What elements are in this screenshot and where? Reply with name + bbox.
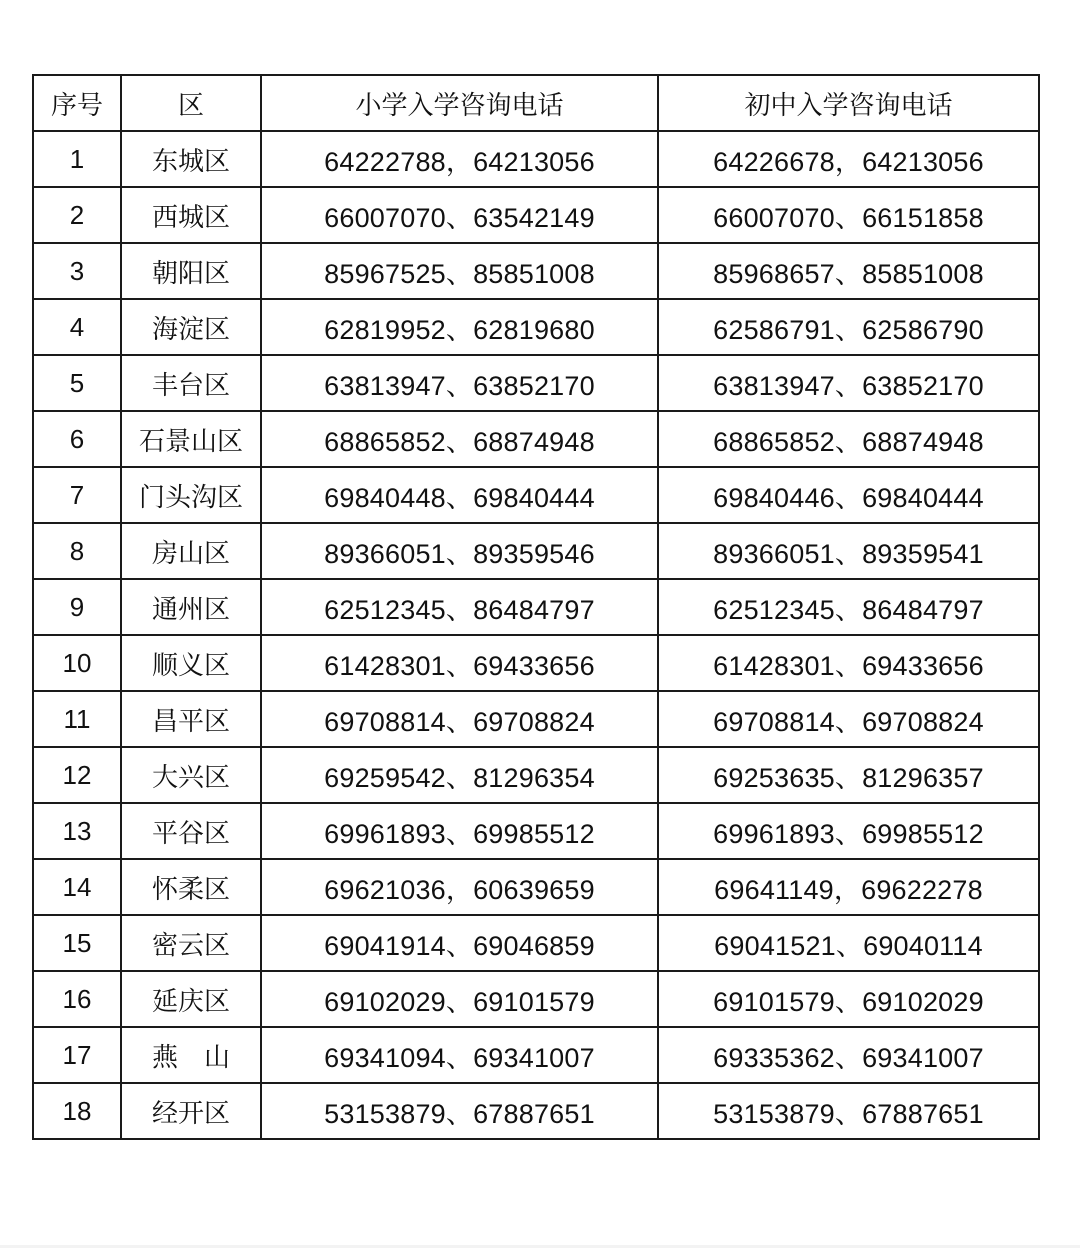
- enrollment-phone-table: [32, 74, 1040, 1140]
- row-primary-phone: 69341094、69341007: [261, 1027, 658, 1083]
- row-primary-phone: 85967525、85851008: [261, 243, 658, 299]
- table-row: [33, 411, 1039, 467]
- row-index: 5: [33, 355, 121, 411]
- row-middle-phone: 63813947、63852170: [658, 355, 1039, 411]
- row-middle-phone: 69335362、69341007: [658, 1027, 1039, 1083]
- row-district: 朝阳区: [121, 243, 261, 299]
- row-middle-phone: 68865852、68874948: [658, 411, 1039, 467]
- row-district: 燕 山: [121, 1027, 261, 1083]
- row-district: 门头沟区: [121, 467, 261, 523]
- table-row: [33, 747, 1039, 803]
- table-body: [33, 131, 1039, 1139]
- row-index: 13: [33, 803, 121, 859]
- table-header-row: [33, 75, 1039, 131]
- table-row: [33, 299, 1039, 355]
- row-district: 东城区: [121, 131, 261, 187]
- row-middle-phone: 61428301、69433656: [658, 635, 1039, 691]
- row-district: 通州区: [121, 579, 261, 635]
- row-district: 西城区: [121, 187, 261, 243]
- row-primary-phone: 69041914、69046859: [261, 915, 658, 971]
- row-district: 石景山区: [121, 411, 261, 467]
- row-middle-phone: 64226678，64213056: [658, 131, 1039, 187]
- row-district: 平谷区: [121, 803, 261, 859]
- table-row: [33, 579, 1039, 635]
- table-row: [33, 1083, 1039, 1139]
- header-index: 序号: [33, 75, 121, 131]
- row-middle-phone: 69708814、69708824: [658, 691, 1039, 747]
- row-primary-phone: 64222788，64213056: [261, 131, 658, 187]
- row-index: 17: [33, 1027, 121, 1083]
- row-district: 房山区: [121, 523, 261, 579]
- header-primary-phone: 小学入学咨询电话: [261, 75, 658, 131]
- table-row: [33, 915, 1039, 971]
- table-row: [33, 691, 1039, 747]
- table-row: [33, 355, 1039, 411]
- row-middle-phone: 69041521、69040114: [658, 915, 1039, 971]
- row-primary-phone: 69102029、69101579: [261, 971, 658, 1027]
- row-index: 4: [33, 299, 121, 355]
- row-index: 10: [33, 635, 121, 691]
- table-row: [33, 635, 1039, 691]
- row-primary-phone: 62512345、86484797: [261, 579, 658, 635]
- table-row: [33, 131, 1039, 187]
- row-district: 延庆区: [121, 971, 261, 1027]
- row-middle-phone: 69840446、69840444: [658, 467, 1039, 523]
- row-middle-phone: 85968657、85851008: [658, 243, 1039, 299]
- row-district: 大兴区: [121, 747, 261, 803]
- row-primary-phone: 66007070、63542149: [261, 187, 658, 243]
- row-middle-phone: 62586791、62586790: [658, 299, 1039, 355]
- row-district: 怀柔区: [121, 859, 261, 915]
- row-primary-phone: 69708814、69708824: [261, 691, 658, 747]
- row-primary-phone: 61428301、69433656: [261, 635, 658, 691]
- row-middle-phone: 69253635、81296357: [658, 747, 1039, 803]
- row-index: 18: [33, 1083, 121, 1139]
- table-row: [33, 243, 1039, 299]
- row-middle-phone: 89366051、89359541: [658, 523, 1039, 579]
- row-middle-phone: 69961893、69985512: [658, 803, 1039, 859]
- row-middle-phone: 66007070、66151858: [658, 187, 1039, 243]
- row-index: 6: [33, 411, 121, 467]
- row-primary-phone: 69259542、81296354: [261, 747, 658, 803]
- row-index: 16: [33, 971, 121, 1027]
- row-district: 顺义区: [121, 635, 261, 691]
- row-middle-phone: 69101579、69102029: [658, 971, 1039, 1027]
- row-index: 7: [33, 467, 121, 523]
- row-district: 密云区: [121, 915, 261, 971]
- row-index: 12: [33, 747, 121, 803]
- row-index: 2: [33, 187, 121, 243]
- table-row: [33, 187, 1039, 243]
- row-index: 15: [33, 915, 121, 971]
- row-primary-phone: 62819952、62819680: [261, 299, 658, 355]
- row-district: 海淀区: [121, 299, 261, 355]
- header-district: 区: [121, 75, 261, 131]
- row-middle-phone: 62512345、86484797: [658, 579, 1039, 635]
- header-middle-phone: 初中入学咨询电话: [658, 75, 1039, 131]
- table-row: [33, 467, 1039, 523]
- table-row: [33, 523, 1039, 579]
- row-primary-phone: 69840448、69840444: [261, 467, 658, 523]
- row-index: 14: [33, 859, 121, 915]
- row-district: 昌平区: [121, 691, 261, 747]
- row-district: 经开区: [121, 1083, 261, 1139]
- row-primary-phone: 89366051、89359546: [261, 523, 658, 579]
- row-index: 3: [33, 243, 121, 299]
- row-middle-phone: 53153879、67887651: [658, 1083, 1039, 1139]
- row-primary-phone: 53153879、67887651: [261, 1083, 658, 1139]
- table-row: [33, 1027, 1039, 1083]
- row-middle-phone: 69641149，69622278: [658, 859, 1039, 915]
- row-index: 9: [33, 579, 121, 635]
- row-primary-phone: 63813947、63852170: [261, 355, 658, 411]
- row-district: 丰台区: [121, 355, 261, 411]
- row-primary-phone: 68865852、68874948: [261, 411, 658, 467]
- row-index: 11: [33, 691, 121, 747]
- row-primary-phone: 69961893、69985512: [261, 803, 658, 859]
- row-index: 8: [33, 523, 121, 579]
- table-row: [33, 971, 1039, 1027]
- row-index: 1: [33, 131, 121, 187]
- table-row: [33, 859, 1039, 915]
- row-primary-phone: 69621036，60639659: [261, 859, 658, 915]
- table-row: [33, 803, 1039, 859]
